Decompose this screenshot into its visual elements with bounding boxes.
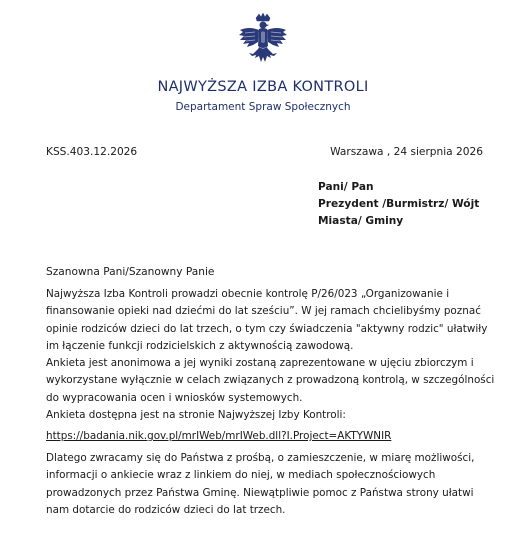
paragraph-request: Dlatego zwracamy się do Państwa z prośbą, o zamieszczenie, w miarę możliwości, informacji o ankiecie wraz z linkiem do niej, w mediach społecznościowych prowadzonych przez Państwa Gminę. Niewątpliwie pomoc z Państwa strony ułatwi nam dotarcie do rodziców dzieci do lat trzech. bbox=[46, 452, 475, 517]
salutation: Szanowna Pani/Szanowny Panie bbox=[46, 266, 215, 278]
recipient-line-2: Prezydent /Burmistrz/ Wójt bbox=[318, 198, 480, 210]
department-name: Departament Spraw Społecznych bbox=[175, 101, 351, 113]
place-and-date: Warszawa , 24 sierpnia 2026 bbox=[330, 146, 483, 158]
paragraph-survey-availability: Ankieta dostępna jest na stronie Najwyższej Izby Kontroli: bbox=[46, 409, 346, 421]
recipient-block bbox=[318, 179, 479, 230]
eagle-emblem-icon bbox=[235, 12, 291, 74]
reference-number: KSS.403.12.2026 bbox=[46, 146, 138, 158]
organization-name: NAJWYŻSZA IZBA KONTROLI bbox=[157, 79, 369, 95]
recipient-line-1: Pani/ Pan bbox=[318, 181, 374, 193]
paragraph-anonymity: Ankieta jest anonimowa a jej wyniki zostaną zaprezentowane w ujęciu zbiorczym i wykorzystane wyłącznie w celach związanych z prowadzoną kontrolą, w szczególności do wypracowania ocen i wniosków systemowych. bbox=[46, 357, 495, 404]
recipient-line-3: Miasta/ Gminy bbox=[318, 215, 404, 227]
paragraph-intro: Najwyższa Izba Kontroli prowadzi obecnie kontrolę P/26/023 „Organizowanie i finansowanie opieki nad dziećmi do lat sześciu”. W jej ramach chcielibyśmy poznać opinie rodziców dzieci do lat trzech, o tym czy świadczenia "aktywny rodzic" ułatwiły im łączenie funkcji rodzicielskich z aktywnością zawodową. bbox=[46, 288, 488, 353]
survey-link[interactable]: https://badania.nik.gov.pl/mrIWeb/mrIWeb.dll?I.Project=AKTYWNIR bbox=[46, 430, 392, 442]
survey-link-line bbox=[46, 428, 498, 445]
